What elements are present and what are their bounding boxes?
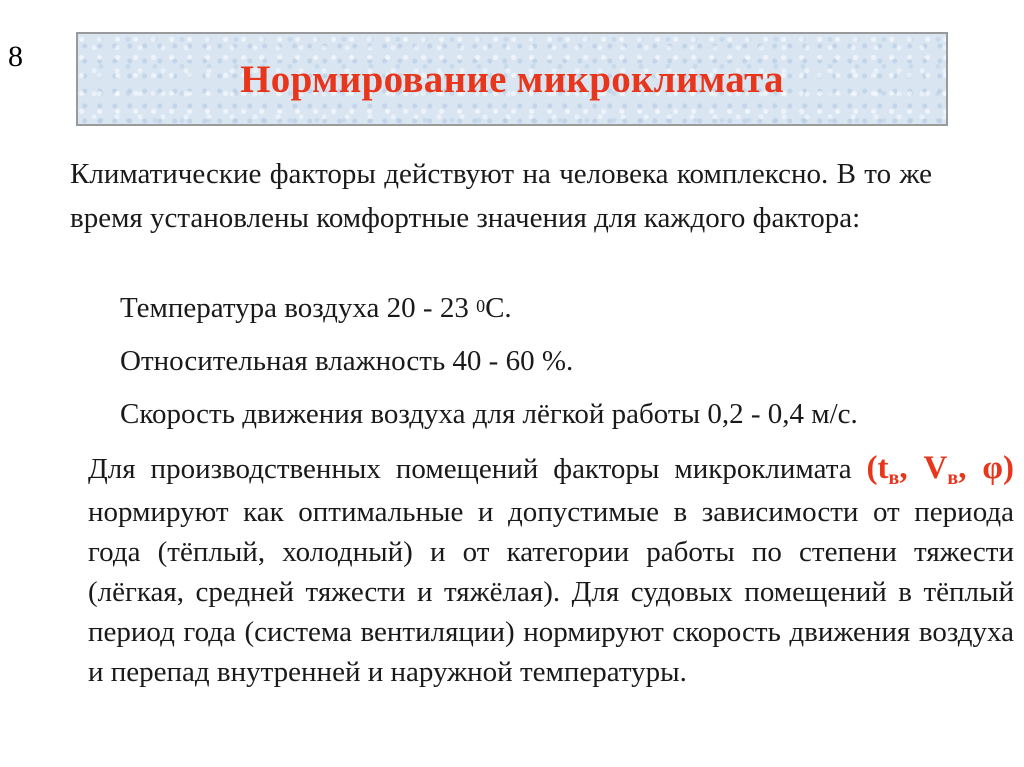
symbol-t: (t — [866, 450, 889, 486]
title-banner — [76, 32, 948, 126]
subscript-v1: в — [888, 467, 900, 489]
slide-number: 8 — [8, 40, 23, 73]
symbol-v: , V — [899, 450, 948, 486]
factor-humidity: Относительная влажность 40 - 60 %. — [120, 345, 574, 377]
factor-temperature-text: Температура воздуха 20 - 23 — [120, 292, 477, 324]
main-rest: нормируют как оптимальные и допустимые в зависимости от периода года (тёплый, холодный) и от категории работы по степени тяжести (лёгкая, средней тяжести и тяжёлая). Для судовых помещений в тёплый период года (система вентиляции) нормируют скорость движения воздуха и перепад внутренней и наружной температуры. — [88, 496, 1014, 688]
slide-title: Нормирование микроклимата — [240, 57, 784, 101]
factor-temperature — [120, 290, 920, 326]
factor-temperature-unit: С. — [485, 292, 512, 324]
intro-paragraph: Климатические факторы действуют на человека комплексно. В то же время установлены комфортные значения для каждого фактора: — [70, 158, 932, 234]
microclimate-symbols — [866, 450, 1014, 489]
main-lead: Для производственных помещений факторы микроклимата — [88, 453, 867, 485]
factor-air-speed: Скорость движения воздуха для лёгкой работы 0,2 - 0,4 м/с. — [120, 398, 858, 430]
subscript-v2: в — [947, 467, 959, 489]
degree-superscript: 0 — [476, 296, 486, 316]
symbol-phi: , φ) — [958, 450, 1014, 486]
main-paragraph — [88, 448, 1014, 692]
